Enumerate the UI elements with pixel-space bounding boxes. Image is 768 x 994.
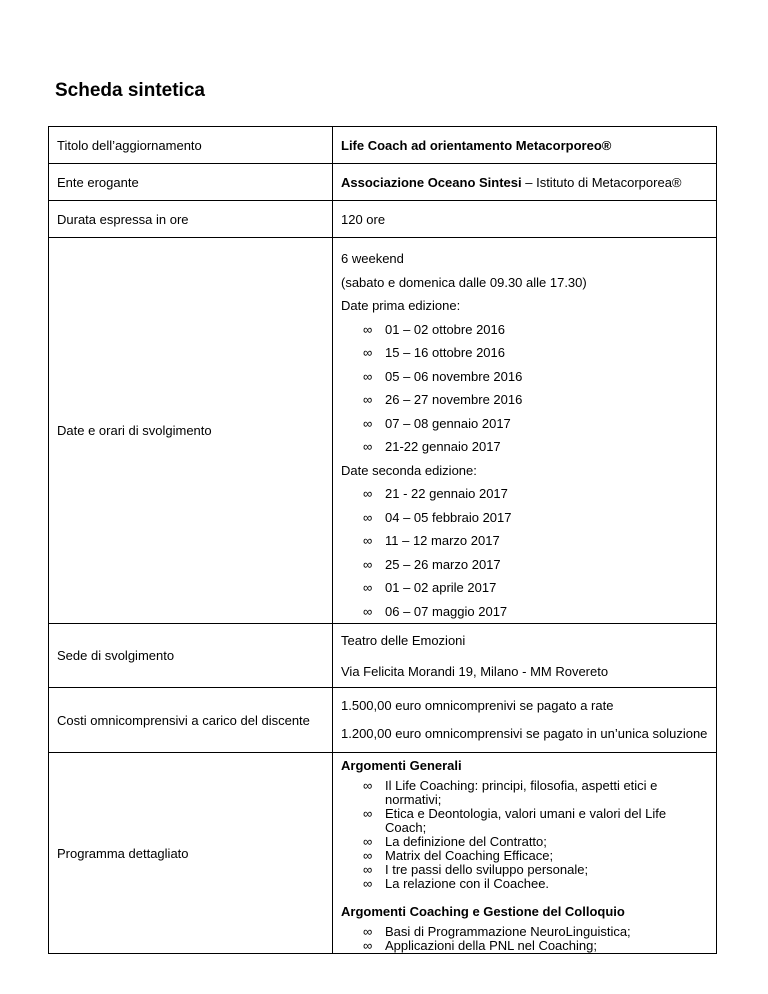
heading-generali: Argomenti Generali: [341, 758, 462, 773]
bullet-icon: ∞: [363, 580, 373, 595]
list-item: ∞ 01 – 02 aprile 2017: [341, 576, 708, 600]
label-costi: Costi omnicomprensivi a carico del discente: [49, 688, 333, 753]
label-ente: Ente erogante: [49, 164, 333, 201]
bullet-icon: ∞: [363, 876, 373, 891]
bullet-icon: ∞: [363, 439, 373, 454]
list-item: ∞ Etica e Deontologia, valori umani e valori del Life Coach;: [363, 806, 667, 835]
list-item: ∞ 15 – 16 ottobre 2016: [341, 341, 708, 365]
value-costi: [333, 688, 717, 753]
summary-table: [48, 126, 717, 954]
ente-name: Associazione Oceano Sintesi: [341, 174, 522, 190]
bullet-icon: ∞: [363, 778, 373, 793]
row-programma: [49, 753, 717, 954]
list-item: ∞ La definizione del Contratto;: [363, 834, 547, 849]
bullet-icon: ∞: [363, 862, 373, 877]
value-titolo: Life Coach ad orientamento Metacorporeo®: [333, 127, 717, 164]
list-item: ∞ Matrix del Coaching Efficace;: [363, 848, 554, 863]
bullet-icon: ∞: [363, 415, 373, 431]
label-durata: Durata espressa in ore: [49, 201, 333, 238]
bullet-icon: ∞: [363, 486, 373, 501]
costi-line1: 1.500,00 euro omnicomprenivi se pagato a rate: [341, 698, 614, 713]
page-title: Scheda sintetica: [55, 80, 205, 101]
row-sede: [49, 624, 717, 688]
weekend-text: 6 weekend: [341, 251, 404, 266]
label-titolo: Titolo dell’aggiornamento: [49, 127, 333, 164]
bullet-icon: ∞: [363, 392, 373, 407]
bullet-icon: ∞: [363, 321, 373, 337]
row-durata: [49, 201, 717, 238]
list-item: ∞ 26 – 27 novembre 2016: [341, 388, 708, 412]
list-item: ∞ Basi di Programmazione NeuroLinguistica;: [363, 924, 631, 939]
seconda-label: Date seconda edizione:: [341, 462, 477, 478]
list-item: ∞ 04 – 05 febbraio 2017: [341, 506, 708, 530]
prima-label: Date prima edizione:: [341, 298, 461, 313]
bullet-icon: ∞: [363, 533, 373, 548]
list-item: ∞ 01 – 02 ottobre 2016: [341, 318, 708, 342]
list-item: ∞ 05 – 06 novembre 2016: [341, 365, 708, 389]
value-ente: [333, 164, 717, 201]
list-item: ∞ 21 - 22 gennaio 2017: [341, 482, 708, 506]
label-programma: Programma dettagliato: [49, 753, 333, 954]
list-item: ∞ 11 – 12 marzo 2017: [341, 529, 708, 553]
list-item: ∞ 25 – 26 marzo 2017: [341, 553, 708, 577]
bullet-icon: ∞: [363, 924, 373, 939]
bullet-icon: ∞: [363, 368, 373, 384]
list-item: ∞ 07 – 08 gennaio 2017: [341, 412, 708, 436]
sede-line1: Teatro delle Emozioni: [341, 632, 466, 648]
row-costi: [49, 688, 717, 753]
bullet-icon: ∞: [363, 938, 373, 953]
bullet-icon: ∞: [363, 834, 373, 849]
list-item: ∞ Applicazioni della PNL nel Coaching;: [363, 938, 597, 953]
bullet-icon: ∞: [363, 848, 373, 863]
list-item: ∞ La relazione con il Coachee.: [363, 876, 550, 891]
value-sede: [333, 624, 717, 688]
bullet-icon: ∞: [363, 603, 373, 619]
bullet-icon: ∞: [363, 556, 373, 572]
seconda-list: [341, 482, 708, 623]
list-item: ∞ Il Life Coaching: principi, filosofia, aspetti etici e normativi;: [363, 778, 658, 807]
label-date: Date e orari di svolgimento: [49, 238, 333, 624]
heading-coaching: Argomenti Coaching e Gestione del Colloquio: [341, 904, 625, 919]
ente-rest: – Istituto di Metacorporea®: [521, 174, 682, 190]
row-titolo: [49, 127, 717, 164]
orari-text: (sabato e domenica dalle 09.30 alle 17.30): [341, 274, 587, 290]
list-item: ∞ 21-22 gennaio 2017: [341, 435, 708, 459]
sede-line2: Via Felicita Morandi 19, Milano - MM Rovereto: [341, 663, 609, 679]
list-item: ∞ I tre passi dello sviluppo personale;: [363, 862, 589, 877]
row-ente: [49, 164, 717, 201]
costi-line2: 1.200,00 euro omnicomprensivi se pagato in un’unica soluzione: [341, 726, 708, 741]
value-durata: 120 ore: [333, 201, 717, 238]
coaching-list: [341, 925, 708, 953]
value-date: [333, 238, 717, 624]
bullet-icon: ∞: [363, 345, 373, 360]
prima-list: [341, 318, 708, 459]
label-sede: Sede di svolgimento: [49, 624, 333, 688]
value-programma: [333, 753, 717, 954]
list-item: ∞ 06 – 07 maggio 2017: [341, 600, 708, 624]
bullet-icon: ∞: [363, 806, 373, 821]
bullet-icon: ∞: [363, 509, 373, 525]
generali-list: [341, 779, 708, 891]
row-date: [49, 238, 717, 624]
